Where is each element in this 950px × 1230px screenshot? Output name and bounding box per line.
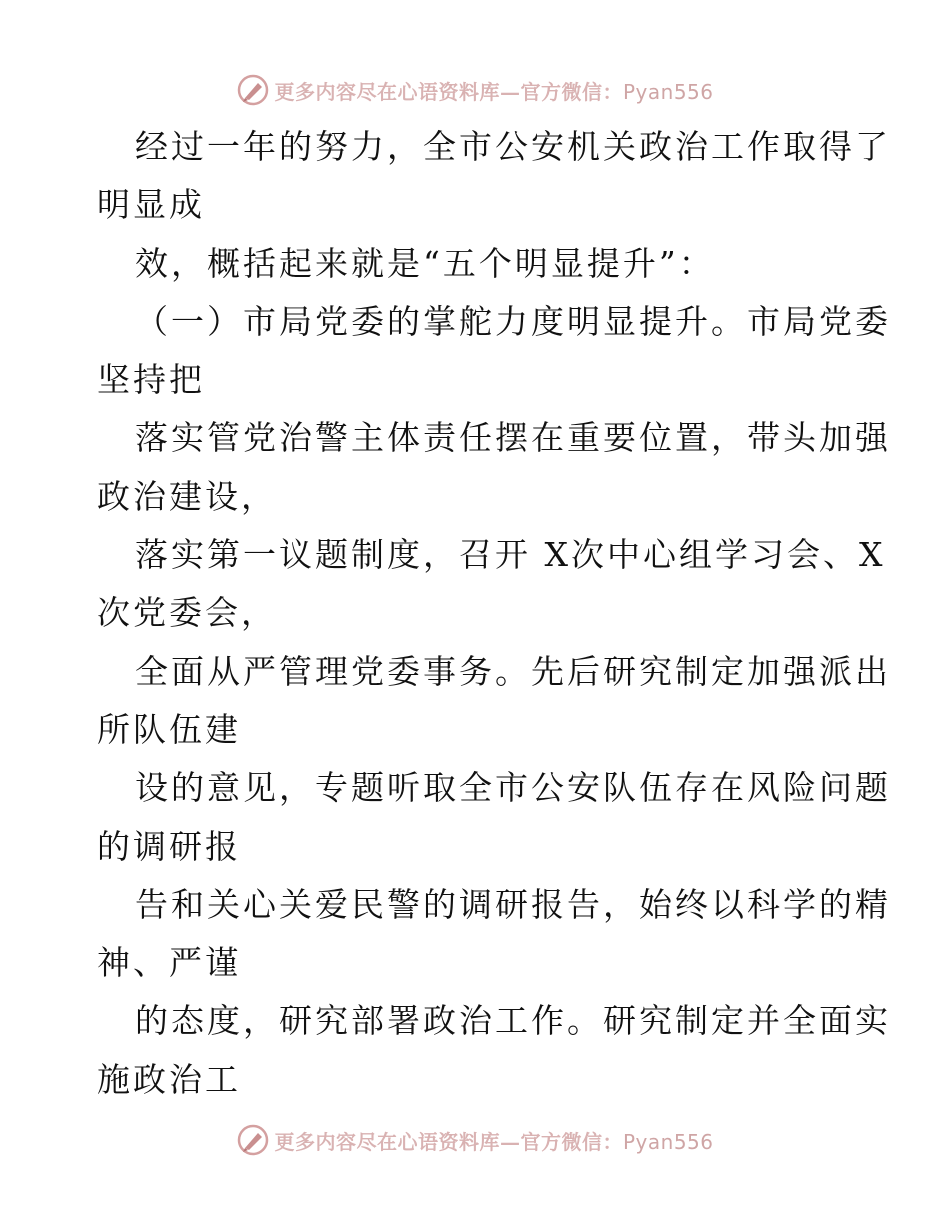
watermark-text: 更多内容尽在心语资料库—官方微信：Pyan556 — [274, 1129, 714, 1154]
paragraph-line: 告和关心关爱民警的调研报告，始终以科学的精 — [135, 884, 891, 924]
footer-watermark — [0, 1120, 950, 1160]
paragraph-line: 施政治工 — [97, 1059, 241, 1099]
paragraph-line: 落实管党治警主体责任摆在重要位置，带头加强 — [135, 418, 891, 458]
paragraph-line: 坚持把 — [97, 360, 205, 400]
pen-logo-icon — [236, 73, 270, 107]
header-watermark — [0, 70, 950, 110]
paragraph-line: 明显成 — [97, 185, 205, 225]
paragraph-line: 设的意见，专题听取全市公安队伍存在风险问题 — [135, 768, 891, 808]
paragraph-line: 政治建设， — [97, 476, 277, 516]
paragraph-line: 所队伍建 — [97, 709, 241, 749]
document-body — [97, 118, 891, 1109]
pen-logo-icon — [236, 1123, 270, 1157]
paragraph-line: 次党委会， — [97, 593, 277, 633]
paragraph-line: 全面从严管理党委事务。先后研究制定加强派出 — [135, 651, 891, 691]
paragraph-line: 的调研报 — [97, 826, 241, 866]
paragraph-line: 神、严谨 — [97, 943, 241, 983]
paragraph-line: 落实第一议题制度，召开 X次中心组学习会、X — [135, 535, 886, 575]
paragraph-line: 的态度，研究部署政治工作。研究制定并全面实 — [135, 1001, 891, 1041]
paragraph-line: 效，概括起来就是“五个明显提升”： — [135, 243, 715, 283]
paragraph-line: 经过一年的努力，全市公安机关政治工作取得了 — [135, 127, 891, 166]
watermark-text: 更多内容尽在心语资料库—官方微信：Pyan556 — [274, 79, 714, 104]
paragraph-line: （一）市局党委的掌舵力度明显提升。市局党委 — [135, 301, 891, 341]
